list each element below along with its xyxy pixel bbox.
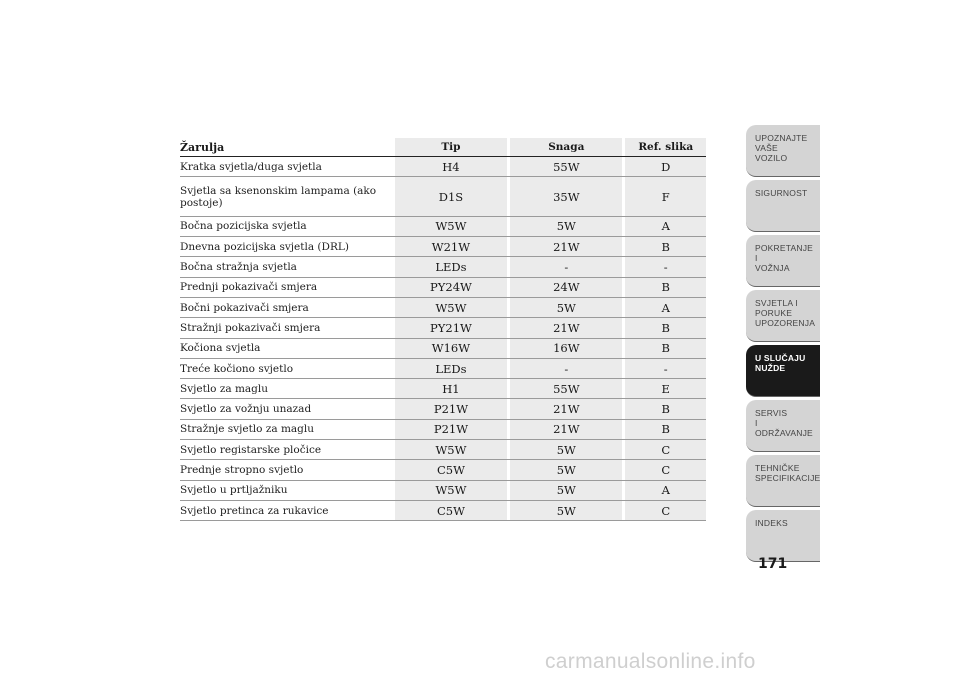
table-row	[180, 440, 706, 460]
bulb-type-cell: PY21W	[395, 318, 507, 337]
bulb-name-cell: Stražnje svjetlo za maglu	[180, 423, 315, 436]
bulb-ref-cell: B	[625, 339, 706, 358]
bulb-type-cell: W5W	[395, 481, 507, 500]
chapter-tab-8[interactable]	[746, 510, 820, 562]
bulb-name-cell: Bočna stražnja svjetla	[180, 261, 297, 274]
bulb-power-cell: 5W	[510, 298, 622, 317]
chapter-tab-label: INDEKS	[755, 518, 788, 528]
bulb-power-cell: 21W	[510, 420, 622, 439]
bulb-name-cell: Prednji pokazivači smjera	[180, 281, 318, 294]
table-row	[180, 157, 706, 177]
bulb-power-cell: 5W	[510, 481, 622, 500]
chapter-tab-2[interactable]	[746, 180, 820, 232]
table-body	[180, 157, 706, 521]
bulb-type-cell: W5W	[395, 440, 507, 459]
bulb-power-cell: 5W	[510, 440, 622, 459]
bulb-name-cell: Bočna pozicijska svjetla	[180, 220, 307, 233]
bulb-ref-cell: B	[625, 237, 706, 256]
bulb-name-cell: Prednje stropno svjetlo	[180, 464, 304, 476]
chapter-tab-label: VAŠE	[755, 143, 778, 153]
bulb-name-cell: Kočiona svjetla	[180, 342, 261, 355]
bulb-power-cell: -	[510, 257, 622, 276]
bulb-ref-cell: C	[625, 460, 706, 479]
table-row	[180, 217, 706, 237]
table-header-row	[180, 138, 706, 157]
bulb-ref-cell: A	[625, 298, 706, 317]
chapter-tab-label: SPECIFIKACIJE	[755, 473, 821, 483]
watermark: carmanualsonline.info	[545, 650, 756, 673]
bulb-power-cell: 24W	[510, 278, 622, 297]
bulb-name-cell: Svjetla sa ksenonskim lampama (ako postoje)	[180, 184, 377, 209]
chapter-tab-label: PORUKE	[755, 308, 793, 318]
chapter-tab-6[interactable]	[746, 400, 820, 452]
bulb-name-cell: Treće kočiono svjetlo	[180, 362, 294, 375]
bulb-ref-cell: B	[625, 399, 706, 418]
chapter-tab-5[interactable]	[746, 345, 820, 397]
chapter-tab-label: ODRŽAVANJE	[755, 428, 813, 438]
header-power: Snaga	[510, 138, 622, 156]
bulb-power-cell: 21W	[510, 318, 622, 337]
table-row	[180, 399, 706, 419]
bulb-power-cell: 21W	[510, 237, 622, 256]
bulb-type-cell: P21W	[395, 399, 507, 418]
chapter-tab-label: NUŽDE	[755, 363, 786, 373]
bulb-type-cell: LEDs	[395, 359, 507, 378]
bulb-power-cell: 5W	[510, 501, 622, 520]
bulb-type-cell: D1S	[395, 177, 507, 216]
bulb-power-cell: 5W	[510, 217, 622, 236]
bulb-power-cell: 55W	[510, 157, 622, 176]
chapter-tab-label: POKRETANJE	[755, 243, 814, 253]
page-number: 171	[758, 556, 788, 572]
table-row	[180, 177, 706, 217]
bulb-ref-cell: D	[625, 157, 706, 176]
bulb-type-cell: W5W	[395, 217, 507, 236]
bulb-ref-cell: C	[625, 440, 706, 459]
bulb-ref-cell: -	[625, 257, 706, 276]
table-row	[180, 278, 706, 298]
table-row	[180, 420, 706, 440]
bulb-power-cell: 55W	[510, 379, 622, 398]
bulb-table	[180, 138, 706, 521]
header-ref: Ref. slika	[625, 138, 706, 156]
chapter-tab-label: TEHNIČKE	[755, 463, 800, 473]
bulb-ref-cell: A	[625, 481, 706, 500]
bulb-type-cell: P21W	[395, 420, 507, 439]
table-row	[180, 359, 706, 379]
bulb-name-cell: Svjetlo registarske pločice	[180, 443, 322, 456]
table-row	[180, 460, 706, 480]
table-row	[180, 257, 706, 277]
chapter-tab-1[interactable]	[746, 125, 820, 177]
bulb-ref-cell: F	[625, 177, 706, 216]
chapter-tab-label: SIGURNOST	[755, 188, 808, 198]
table-row	[180, 481, 706, 501]
bulb-type-cell: W21W	[395, 237, 507, 256]
chapter-tab-label: VOZILO	[755, 153, 788, 163]
bulb-ref-cell: C	[625, 501, 706, 520]
bulb-power-cell: 5W	[510, 460, 622, 479]
chapter-tab-label: UPOZNAJTE	[755, 133, 808, 143]
chapter-tab-label: I	[755, 253, 758, 263]
bulb-type-cell: W16W	[395, 339, 507, 358]
bulb-type-cell: C5W	[395, 501, 507, 520]
bulb-power-cell: -	[510, 359, 622, 378]
chapter-tab-label: VOŽNJA	[755, 263, 790, 273]
bulb-type-cell: H4	[395, 157, 507, 176]
bulb-name-cell: Kratka svjetla/duga svjetla	[180, 160, 322, 173]
table-row	[180, 379, 706, 399]
bulb-ref-cell: A	[625, 217, 706, 236]
chapter-tab-label: SERVIS	[755, 408, 788, 418]
bulb-ref-cell: -	[625, 359, 706, 378]
chapter-tab-label: I	[755, 418, 758, 428]
table-row	[180, 298, 706, 318]
bulb-ref-cell: B	[625, 278, 706, 297]
bulb-power-cell: 16W	[510, 339, 622, 358]
bulb-name-cell: Svjetlo za maglu	[180, 382, 269, 395]
table-row	[180, 501, 706, 521]
chapter-tab-7[interactable]	[746, 455, 820, 507]
bulb-type-cell: H1	[395, 379, 507, 398]
bulb-name-cell: Stražnji pokazivači smjera	[180, 321, 321, 334]
bulb-name-cell: Svjetlo za vožnju unazad	[180, 403, 312, 416]
chapter-tab-3[interactable]	[746, 235, 820, 287]
bulb-name-cell: Bočni pokazivači smjera	[180, 301, 309, 314]
header-bulb: Žarulja	[180, 138, 395, 156]
bulb-name-cell: Svjetlo u prtljažniku	[180, 484, 288, 497]
bulb-ref-cell: E	[625, 379, 706, 398]
bulb-power-cell: 21W	[510, 399, 622, 418]
bulb-ref-cell: B	[625, 420, 706, 439]
table-row	[180, 237, 706, 257]
chapter-tab-label: UPOZORENJA	[755, 318, 816, 328]
bulb-power-cell: 35W	[510, 177, 622, 216]
bulb-name-cell: Svjetlo pretinca za rukavice	[180, 504, 329, 517]
chapter-tab-label: U SLUČAJU	[755, 353, 806, 363]
table-row	[180, 318, 706, 338]
bulb-type-cell: LEDs	[395, 257, 507, 276]
bulb-type-cell: W5W	[395, 298, 507, 317]
bulb-name-cell: Dnevna pozicijska svjetla (DRL)	[180, 240, 349, 253]
bulb-type-cell: C5W	[395, 460, 507, 479]
bulb-ref-cell: B	[625, 318, 706, 337]
table-row	[180, 339, 706, 359]
chapter-tabs	[746, 125, 820, 565]
header-type: Tip	[395, 138, 507, 156]
bulb-type-cell: PY24W	[395, 278, 507, 297]
chapter-tab-label: SVJETLA I	[755, 298, 798, 308]
chapter-tab-4[interactable]	[746, 290, 820, 342]
